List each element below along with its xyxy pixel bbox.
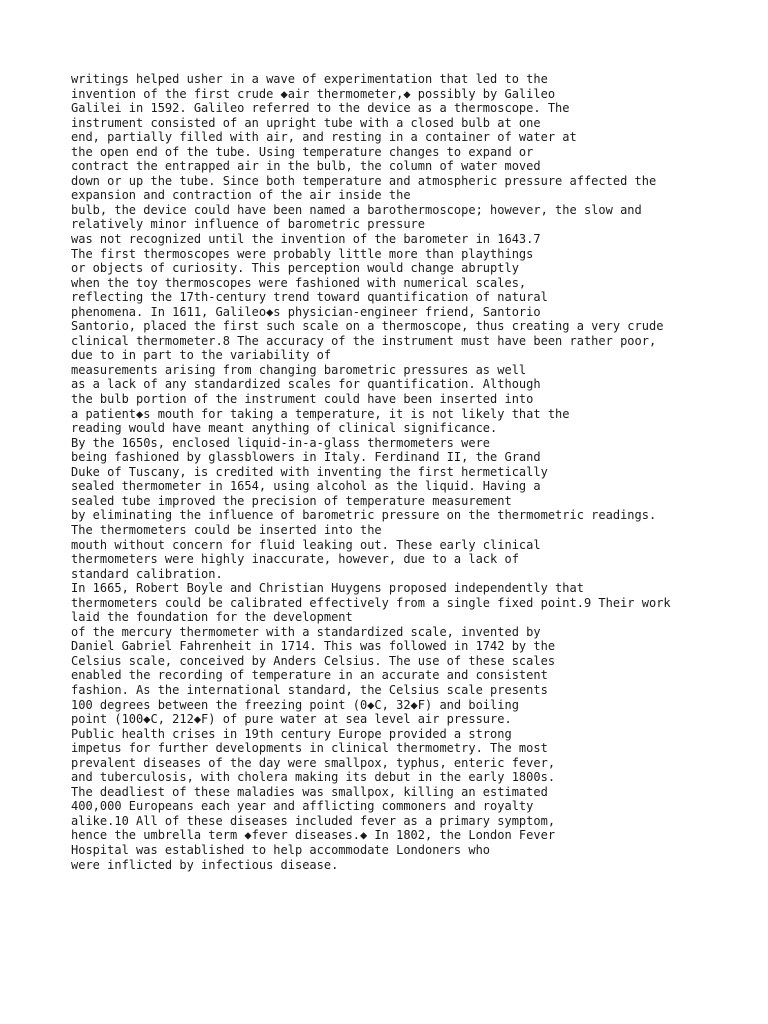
text-line: fashion. As the international standard, the Celsius scale presents [71, 682, 548, 697]
text-line: impetus for further developments in clinical thermometry. The most [71, 741, 548, 756]
text-line: due to in part to the variability of [71, 348, 332, 363]
text-line: Hospital was established to help accommodate Londoners who [71, 842, 491, 857]
text-line: down or up the tube. Since both temperature and atmospheric pressure affected the [71, 173, 657, 188]
text-line: or objects of curiosity. This perception would change abruptly [71, 261, 519, 276]
text-line: sealed thermometer in 1654, using alcohol as the liquid. Having a [71, 479, 541, 494]
text-line: by eliminating the influence of barometric pressure on the thermometric readings. [71, 508, 657, 523]
text-line: enabled the recording of temperature in an accurate and consistent [71, 668, 548, 683]
text-line: and tuberculosis, with cholera making its debut in the early 1800s. [71, 770, 556, 785]
text-line: mouth without concern for fluid leaking out. These early clinical [71, 537, 541, 552]
text-line: The deadliest of these maladies was smallpox, killing an estimated [71, 784, 548, 799]
text-line: as a lack of any standardized scales for quantification. Although [71, 377, 541, 392]
text-line: was not recognized until the invention of the barometer in 1643.7 [71, 232, 541, 247]
text-line: instrument consisted of an upright tube with a closed bulb at one [71, 115, 541, 130]
text-line: the open end of the tube. Using temperature changes to expand or [71, 144, 534, 159]
text-line: of the mercury thermometer with a standardized scale, invented by [71, 624, 541, 639]
text-line: The first thermoscopes were probably little more than playthings [71, 246, 534, 261]
text-line: Duke of Tuscany, is credited with inventing the first hermetically [71, 464, 548, 479]
text-line: standard calibration. [71, 566, 223, 581]
text-line: clinical thermometer.8 The accuracy of the instrument must have been rather poor, [71, 333, 657, 348]
text-line: expansion and contraction of the air inside the [71, 188, 411, 203]
text-line: relatively minor influence of barometric pressure [71, 217, 426, 232]
text-line: reading would have meant anything of clinical significance. [71, 421, 498, 436]
text-line: laid the foundation for the development [71, 610, 353, 625]
text-line: sealed tube improved the precision of temperature measurement [71, 493, 512, 508]
text-line: prevalent diseases of the day were smallpox, typhus, enteric fever, [71, 755, 556, 770]
text-line: thermometers were highly inaccurate, however, due to a lack of [71, 552, 519, 567]
text-line: point (100◆C, 212◆F) of pure water at sea level air pressure. [71, 712, 512, 727]
text-line: Daniel Gabriel Fahrenheit in 1714. This was followed in 1742 by the [71, 639, 556, 654]
text-line: alike.10 All of these diseases included fever as a primary symptom, [71, 813, 556, 828]
text-line: phenomena. In 1611, Galileo◆s physician-engineer friend, Santorio [71, 304, 541, 319]
text-line: measurements arising from changing barometric pressures as well [71, 362, 527, 377]
text-line: invention of the first crude ◆air thermometer,◆ possibly by Galileo [71, 86, 556, 101]
document-page [71, 72, 751, 872]
text-line: end, partially filled with air, and resting in a container of water at [71, 130, 577, 145]
text-line: writings helped usher in a wave of experimentation that led to the [71, 72, 548, 86]
text-line: were inflicted by infectious disease. [71, 857, 339, 872]
text-line: Public health crises in 19th century Europe provided a strong [71, 726, 512, 741]
text-line: By the 1650s, enclosed liquid-in-a-glass thermometers were [71, 435, 491, 450]
text-line: 400,000 Europeans each year and afflicting commoners and royalty [71, 799, 534, 814]
text-line: a patient◆s mouth for taking a temperature, it is not likely that the [71, 406, 570, 421]
text-line: In 1665, Robert Boyle and Christian Huygens proposed independently that [71, 581, 584, 596]
text-line: Santorio, placed the first such scale on a thermoscope, thus creating a very crude [71, 319, 664, 334]
text-line: being fashioned by glassblowers in Italy. Ferdinand II, the Grand [71, 450, 541, 465]
text-line: Celsius scale, conceived by Anders Celsius. The use of these scales [71, 653, 556, 668]
text-line: reflecting the 17th-century trend toward quantification of natural [71, 290, 548, 305]
text-line: contract the entrapped air in the bulb, the column of water moved [71, 159, 541, 174]
text-line: when the toy thermoscopes were fashioned with numerical scales, [71, 275, 527, 290]
text-line: The thermometers could be inserted into the [71, 522, 382, 537]
text-line: 100 degrees between the freezing point (0◆C, 32◆F) and boiling [71, 697, 519, 712]
text-line: the bulb portion of the instrument could have been inserted into [71, 392, 534, 407]
text-line: Galilei in 1592. Galileo referred to the device as a thermoscope. The [71, 101, 570, 116]
text-line: hence the umbrella term ◆fever diseases.◆ In 1802, the London Fever [71, 828, 556, 843]
text-line: bulb, the device could have been named a barothermoscope; however, the slow and [71, 202, 642, 217]
text-line: thermometers could be calibrated effectively from a single fixed point.9 Their work [71, 595, 671, 610]
